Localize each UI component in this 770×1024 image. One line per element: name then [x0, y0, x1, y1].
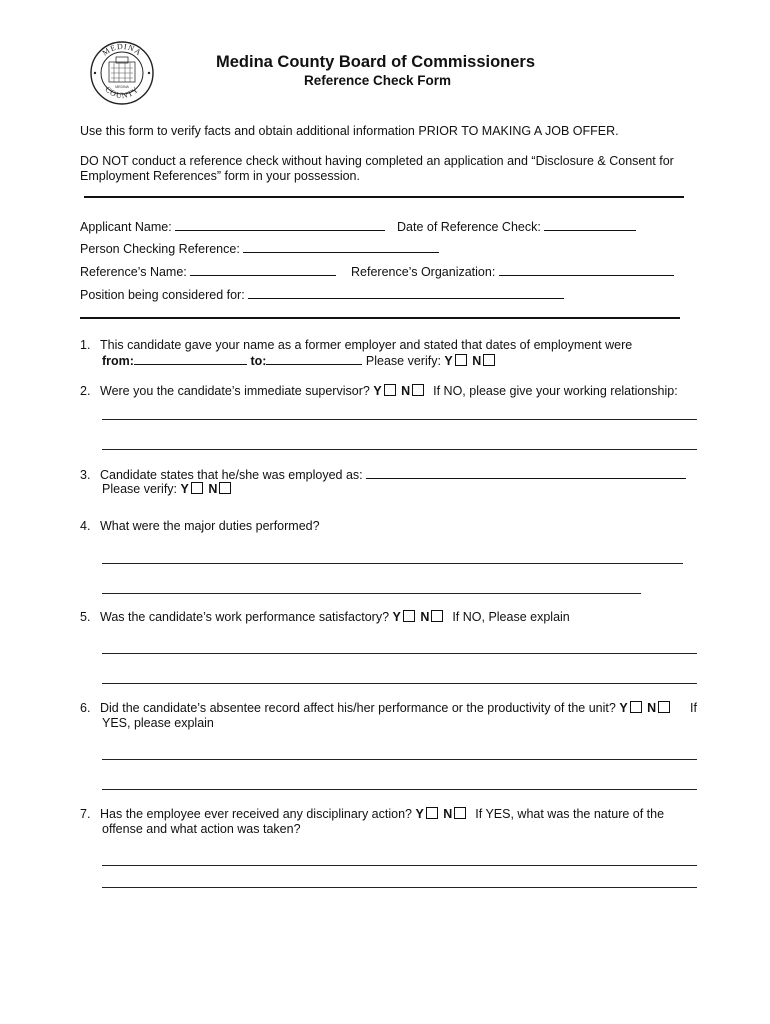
q1-yes-checkbox[interactable] — [455, 354, 467, 366]
question-6-followup-a: If — [690, 701, 697, 715]
county-seal-logo — [89, 40, 155, 106]
question-4-text: What were the major duties performed? — [100, 519, 320, 533]
applicant-name-row — [80, 219, 385, 235]
q2-answer-line-2[interactable] — [102, 449, 697, 450]
reference-org-label: Reference’s Organization: — [351, 265, 496, 279]
q5-yes-checkbox[interactable] — [403, 610, 415, 622]
q5-answer-line-1[interactable] — [102, 653, 697, 654]
question-2-text: Were you the candidate’s immediate supervisor? — [100, 384, 370, 398]
question-5-text: Was the candidate’s work performance satisfactory? — [100, 610, 390, 624]
q3-yes-checkbox[interactable] — [191, 482, 203, 494]
date-of-check-row — [397, 219, 636, 235]
q2-answer-line-1[interactable] — [102, 419, 697, 420]
question-3-verify: Please verify: Y N — [102, 482, 233, 497]
question-3-text: Candidate states that he/she was employed as: — [100, 468, 363, 482]
q7-no-checkbox[interactable] — [454, 807, 466, 819]
q3-no-checkbox[interactable] — [219, 482, 231, 494]
svg-text:MEDINA: MEDINA — [115, 85, 129, 89]
q7-yes-checkbox[interactable] — [426, 807, 438, 819]
q5-no-checkbox[interactable] — [431, 610, 443, 622]
position-field[interactable] — [248, 287, 564, 299]
q4-answer-line-2[interactable] — [102, 593, 641, 594]
svg-text:MEDINA: MEDINA — [100, 41, 144, 58]
reference-name-row — [80, 264, 336, 280]
intro-line-2a: DO NOT conduct a reference check without having completed an application and “Disclosure & Consent for — [80, 154, 674, 168]
person-checking-label: Person Checking Reference: — [80, 242, 240, 256]
person-checking-row — [80, 241, 439, 257]
applicant-name-label: Applicant Name: — [80, 220, 172, 234]
question-1-text: This candidate gave your name as a former employer and stated that dates of employment were — [100, 338, 633, 352]
reference-name-label: Reference’s Name: — [80, 265, 187, 279]
question-1: 1. This candidate gave your name as a former employer and stated that dates of employment were — [80, 338, 633, 352]
q1-no-checkbox[interactable] — [483, 354, 495, 366]
applicant-name-field[interactable] — [175, 219, 385, 231]
question-6-followup-b: YES, please explain — [102, 716, 214, 730]
question-2: 2. Were you the candidate’s immediate supervisor? Y N If NO, please give your working relationship: — [80, 384, 678, 398]
svg-text:COUNTY: COUNTY — [103, 84, 141, 101]
date-of-check-field[interactable] — [544, 219, 636, 231]
q6-answer-line-1[interactable] — [102, 759, 697, 760]
question-3: 3. Candidate states that he/she was employed as: — [80, 467, 686, 483]
q4-answer-line-1[interactable] — [102, 563, 683, 564]
q2-yes-checkbox[interactable] — [384, 384, 396, 396]
position-label: Position being considered for: — [80, 288, 245, 302]
intro-line-1: Use this form to verify facts and obtain additional information PRIOR TO MAKING A JOB OFFER. — [80, 124, 619, 138]
person-checking-field[interactable] — [243, 241, 439, 253]
page-title: Medina County Board of Commissioners — [216, 53, 536, 71]
reference-name-field[interactable] — [190, 264, 336, 276]
question-7-followup-b: offense and what action was taken? — [102, 822, 301, 836]
employment-from-field[interactable] — [134, 353, 247, 365]
question-6: 6. Did the candidate’s absentee record affect his/her performance or the productivity of the unit? Y N — [80, 701, 672, 716]
q6-yes-checkbox[interactable] — [630, 701, 642, 713]
q7-answer-line-1[interactable] — [102, 865, 697, 866]
reference-org-row — [351, 264, 674, 280]
employment-to-field[interactable] — [266, 353, 362, 365]
employed-as-field[interactable] — [366, 467, 686, 479]
position-row — [80, 287, 564, 303]
question-1-dates: from: to: Please verify: Y N — [102, 353, 497, 369]
q2-no-checkbox[interactable] — [412, 384, 424, 396]
q7-answer-line-2[interactable] — [102, 887, 697, 888]
question-4: 4. What were the major duties performed? — [80, 519, 320, 533]
question-7: 7. Has the employee ever received any disciplinary action? Y N If YES, what was the nature of the — [80, 807, 665, 821]
section-divider-1 — [84, 196, 684, 198]
q6-answer-line-2[interactable] — [102, 789, 697, 790]
reference-org-field[interactable] — [499, 264, 674, 276]
date-of-check-label: Date of Reference Check: — [397, 220, 541, 234]
section-divider-2 — [80, 317, 680, 319]
intro-line-2b: Employment References” form in your possession. — [80, 169, 360, 183]
question-6-text: Did the candidate’s absentee record affect his/her performance or the productivity of the unit? — [100, 701, 616, 715]
q6-no-checkbox[interactable] — [658, 701, 670, 713]
question-7-text: Has the employee ever received any disciplinary action? — [100, 807, 412, 821]
question-5: 5. Was the candidate’s work performance satisfactory? Y N If NO, Please explain — [80, 610, 570, 624]
q5-answer-line-2[interactable] — [102, 683, 697, 684]
page-subtitle: Reference Check Form — [304, 73, 452, 88]
